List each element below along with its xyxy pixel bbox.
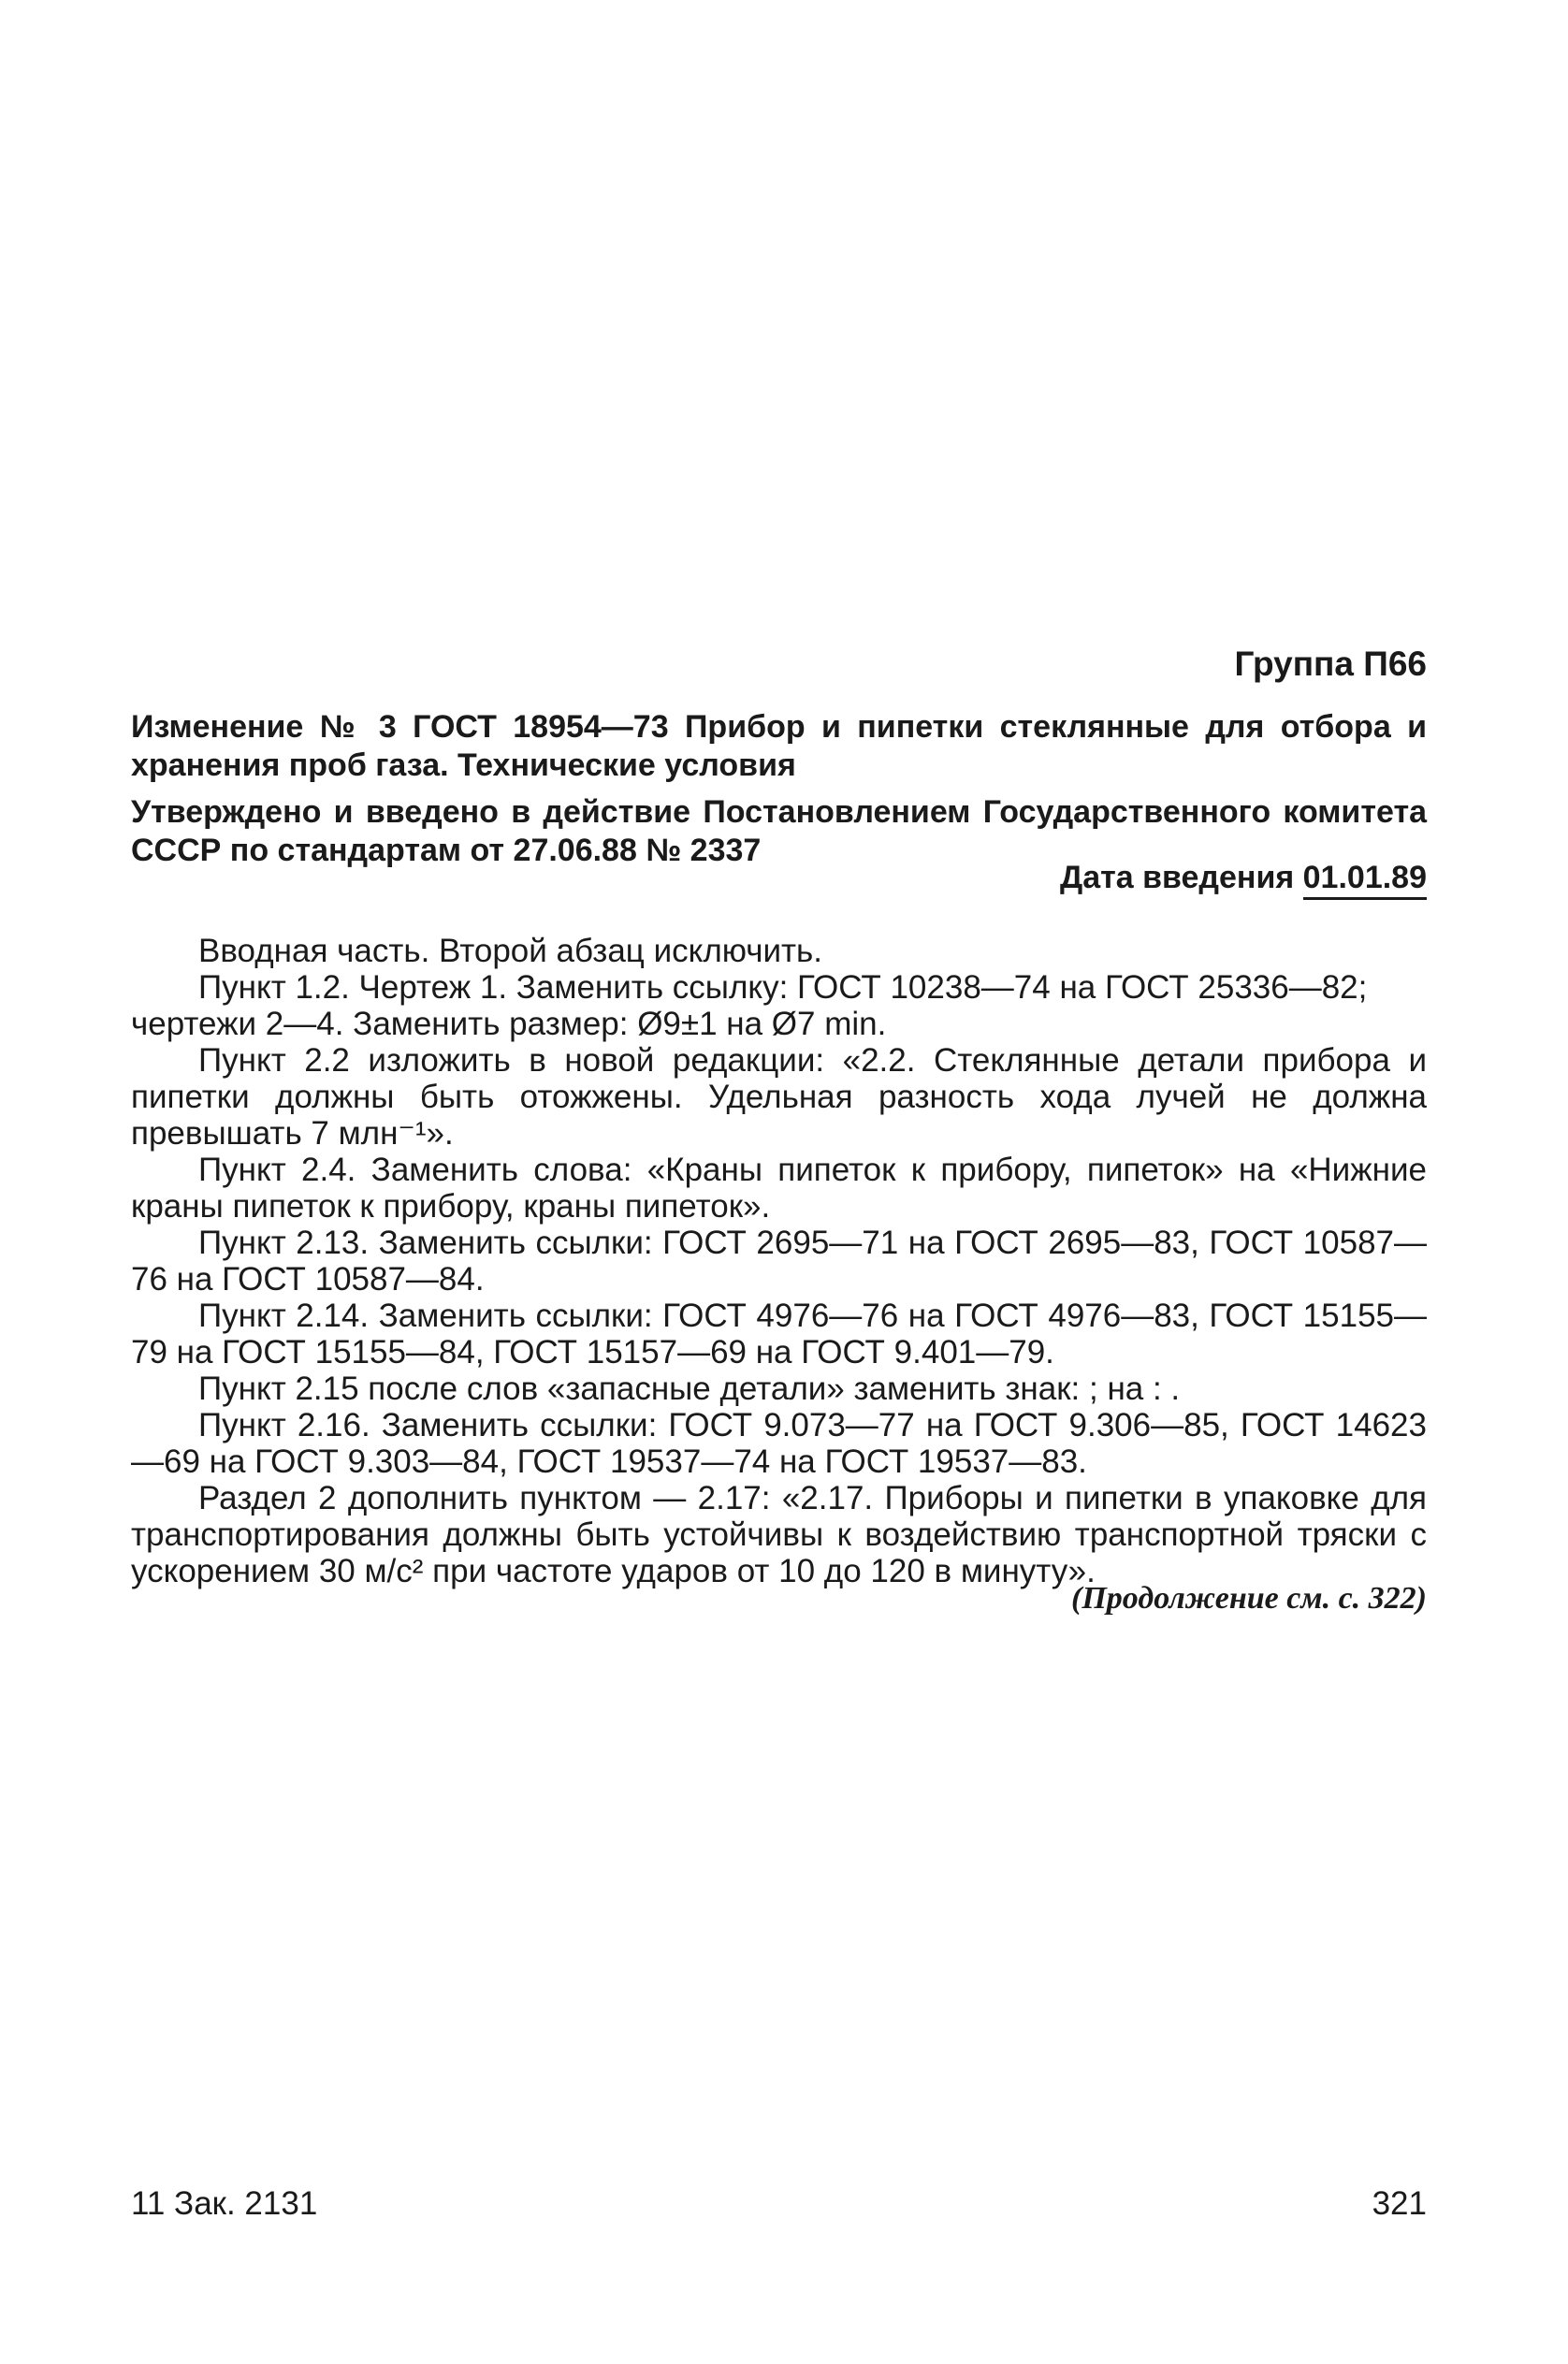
continuation-note: (Продолжение см. с. 322) [1071,1581,1427,1616]
paragraph: Пункт 2.16. Заменить ссылки: ГОСТ 9.073—77 на ГОСТ 9.306—85, ГОСТ 14623—69 на ГОСТ 9.303—84, ГОСТ 19537—74 на ГОСТ 19537—83. [131,1407,1427,1480]
document-title: Изменение № 3 ГОСТ 18954—73 Прибор и пипетки стеклянные для отбора и хранения проб газа. Технические условия [131,709,1427,783]
paragraph: Пункт 2.15 после слов «запасные детали» заменить знак: ; на : . [198,1371,1181,1407]
print-order-number: 11 Зак. 2131 [131,2185,318,2222]
approval-statement: Утверждено и введено в действие Постановлением Государственного комитета СССР по стандартам от 27.06.88 № 2337 [131,794,1427,868]
paragraph: Пункт 2.4. Заменить слова: «Краны пипеток к прибору, пипеток» на «Нижние краны пипеток к прибору, краны пипеток». [131,1152,1427,1225]
paragraph: Пункт 1.2. Чертеж 1. Заменить ссылку: ГОСТ 10238—74 на ГОСТ 25336—82; [198,969,1368,1006]
document-body [131,933,1427,1589]
paragraph: Вводная часть. Второй абзац исключить. [198,933,822,969]
paragraph: Раздел 2 дополнить пунктом — 2.17: «2.17. Приборы и пипетки в упаковке для транспортирования должны быть устойчивы к воздействию транспортной тряски с ускорением 30 м/с² при частоте ударов от 10 до 120 в минуту». [131,1480,1427,1589]
date-value: 01.01.89 [1303,860,1427,900]
date-label: Дата введения [1060,860,1295,895]
paragraph: чертежи 2—4. Заменить размер: Ø9±1 на Ø7 min. [131,1006,887,1042]
paragraph: Пункт 2.14. Заменить ссылки: ГОСТ 4976—76 на ГОСТ 4976—83, ГОСТ 15155—79 на ГОСТ 15155—84, ГОСТ 15157—69 на ГОСТ 9.401—79. [131,1298,1427,1371]
introduction-date [842,859,1427,897]
paragraph: Пункт 2.2 изложить в новой редакции: «2.2. Стеклянные детали прибора и пипетки должны быть отожжены. Удельная разность хода лучей не должна превышать 7 млн⁻¹». [131,1042,1427,1152]
page-number: 321 [1372,2185,1427,2222]
group-code: Группа П66 [1234,645,1427,683]
paragraph: Пункт 2.13. Заменить ссылки: ГОСТ 2695—71 на ГОСТ 2695—83, ГОСТ 10587—76 на ГОСТ 10587—84. [131,1225,1427,1298]
